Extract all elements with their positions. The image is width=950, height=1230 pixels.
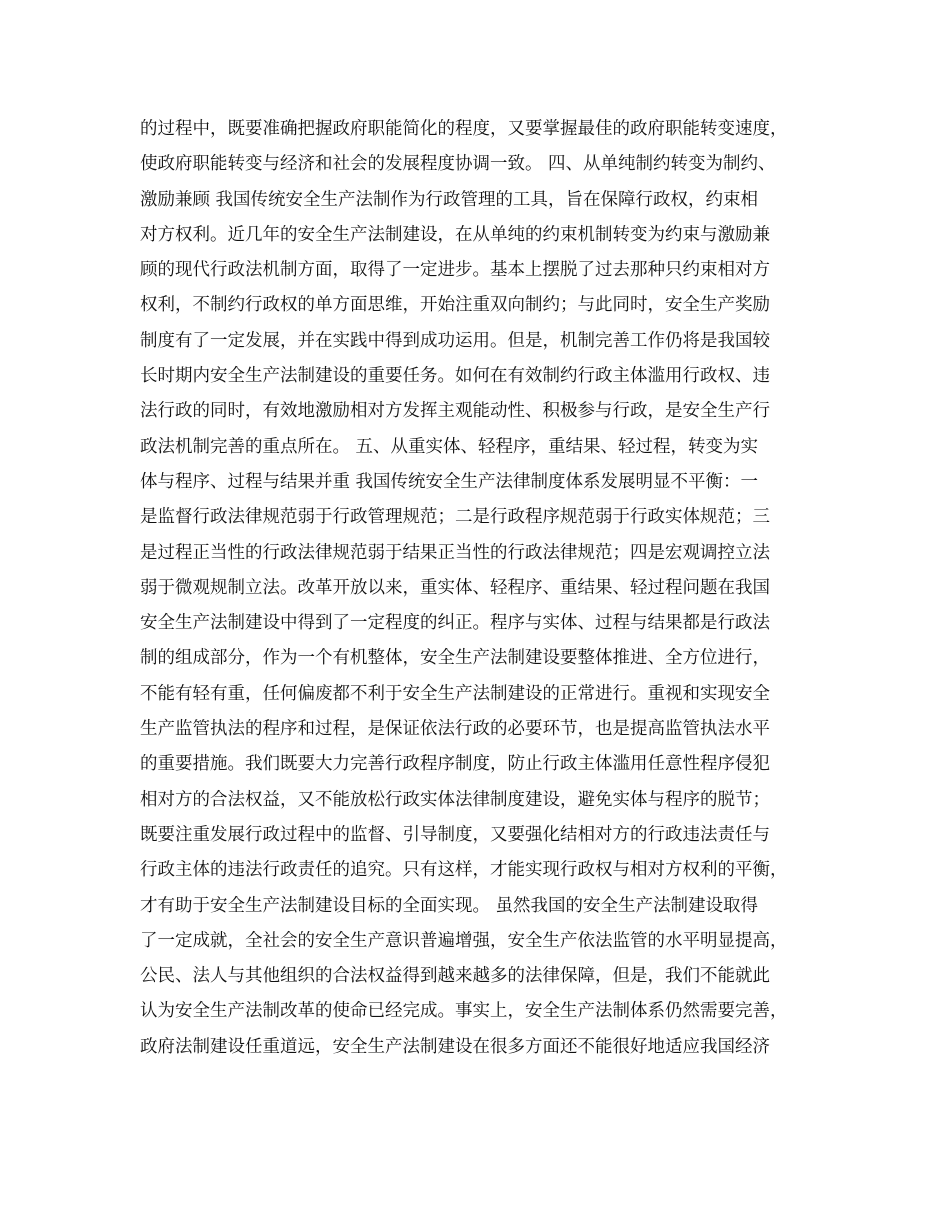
- text-line: 了一定成就，全社会的安全生产意识普遍增强，安全生产依法监管的水平明显提高，: [140, 930, 788, 951]
- text-line: 的过程中，既要准确把握政府职能简化的程度，又要掌握最佳的政府职能转变速度，: [140, 119, 788, 139]
- text-line: 是监督行政法律规范弱于行政管理规范；二是行政程序规范弱于行政实体规范；三: [140, 507, 770, 528]
- text-line: 认为安全生产法制改革的使命已经完成。事实上，安全生产法制体系仍然需要完善，: [140, 1001, 788, 1022]
- text-line: 安全生产法制建设中得到了一定程度的纠正。程序与实体、过程与结果都是行政法: [140, 613, 770, 634]
- text-line: 行政主体的违法行政责任的追究。只有这样，才能实现行政权与相对方权利的平衡，: [140, 860, 788, 881]
- body-text: [140, 112, 840, 1065]
- text-line: 才有助于安全生产法制建设目标的全面实现。 虽然我国的安全生产法制建设取得: [140, 895, 759, 916]
- text-line: 既要注重发展行政过程中的监督、引导制度，又要强化结相对方的行政违法责任与: [140, 824, 770, 845]
- text-line: 公民、法人与其他组织的合法权益得到越来越多的法律保障，但是，我们不能就此: [140, 966, 770, 987]
- text-line: 制的组成部分，作为一个有机整体，安全生产法制建设要整体推进、全方位进行，: [140, 648, 770, 669]
- text-line: 生产监管执法的程序和过程，是保证依法行政的必要环节，也是提高监管执法水平: [140, 719, 770, 740]
- text-line: 不能有轻有重，任何偏废都不利于安全生产法制建设的正常进行。重视和实现安全: [140, 683, 770, 704]
- text-line: 相对方的合法权益，又不能放松行政实体法律制度建设，避免实体与程序的脱节；: [140, 789, 770, 810]
- text-line: 体与程序、过程与结果并重 我国传统安全生产法律制度体系发展明显不平衡：一: [140, 471, 759, 492]
- text-line: 是过程正当性的行政法律规范弱于结果正当性的行政法律规范；四是宏观调控立法: [140, 542, 770, 563]
- text-line: 使政府职能转变与经济和社会的发展程度协调一致。 四、从单纯制约转变为制约、: [140, 154, 776, 175]
- text-line: 弱于微观规制立法。改革开放以来，重实体、轻程序、重结果、轻过程问题在我国: [140, 577, 770, 598]
- text-line: 长时期内安全生产法制建设的重要任务。如何在有效制约行政主体滥用行政权、违: [140, 366, 770, 387]
- text-line: 制度有了一定发展，并在实践中得到成功运用。但是，机制完善工作仍将是我国较: [140, 330, 770, 351]
- text-line: 顾的现代行政法机制方面，取得了一定进步。基本上摆脱了过去那种只约束相对方: [140, 260, 770, 281]
- text-line: 政法机制完善的重点所在。 五、从重实体、轻程序，重结果、轻过程，转变为实: [140, 436, 759, 457]
- text-line: 的重要措施。我们既要大力完善行政程序制度，防止行政主体滥用任意性程序侵犯: [140, 754, 770, 775]
- text-line: 对方权利。近几年的安全生产法制建设，在从单纯的约束机制转变为约束与激励兼: [140, 224, 770, 245]
- text-line: 政府法制建设任重道远，安全生产法制建设在很多方面还不能很好地适应我国经济: [140, 1036, 770, 1057]
- text-line: 法行政的同时，有效地激励相对方发挥主观能动性、积极参与行政，是安全生产行: [140, 401, 770, 422]
- text-line: 激励兼顾 我国传统安全生产法制作为行政管理的工具，旨在保障行政权，约束相: [140, 189, 759, 210]
- text-line: 权利，不制约行政权的单方面思维，开始注重双向制约；与此同时，安全生产奖励: [140, 295, 770, 316]
